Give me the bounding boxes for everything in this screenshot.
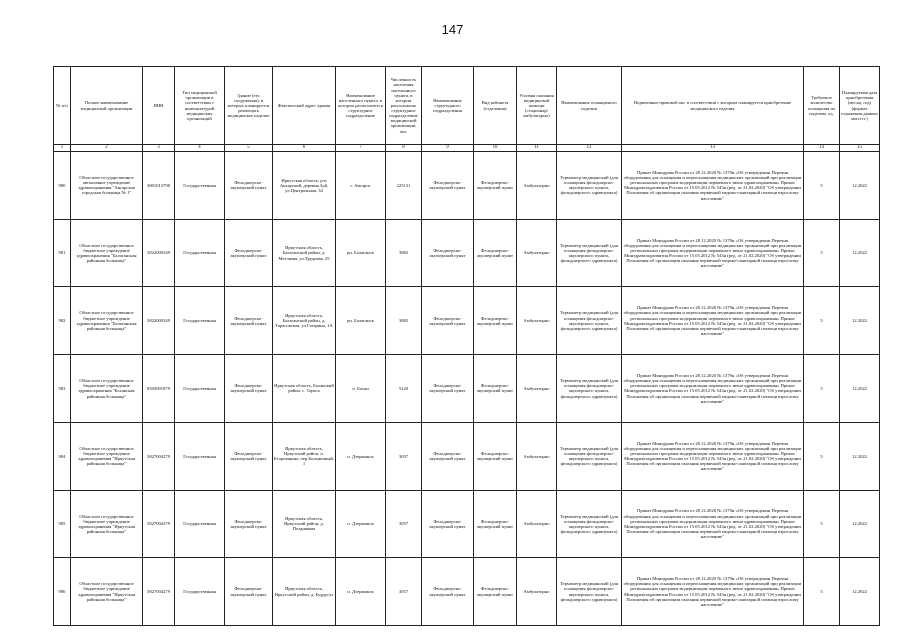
conditions-cell: Амбулаторно: [517, 219, 557, 287]
building-cell: Фельдшерско-акушерский пункт: [225, 152, 273, 220]
planned-date-cell: 12.2022: [840, 287, 880, 355]
column-number: 10: [474, 145, 517, 152]
population-cell: 3057: [386, 490, 422, 558]
subdivision-cell: Фельдшерско-акушерский пункт: [422, 152, 474, 220]
table-row: [54, 558, 880, 626]
planned-date-cell: 12.2022: [840, 219, 880, 287]
population-cell: 225131: [386, 152, 422, 220]
quantity-cell: 5: [804, 219, 840, 287]
quantity-cell: 5: [804, 287, 840, 355]
table-row: [54, 490, 880, 558]
inn-cell: 3827004279: [143, 490, 175, 558]
table-row: [54, 355, 880, 423]
population-cell: 3057: [386, 422, 422, 490]
row-number: 985: [54, 490, 71, 558]
planned-date-cell: 12.2022: [840, 558, 880, 626]
device-cell: Термометр медицинский (для оснащения фельдшерско-акушерского пункта, фельдшерского здравпункта): [557, 287, 622, 355]
planned-date-cell: 12.2022: [840, 152, 880, 220]
column-number: 8: [386, 145, 422, 152]
column-number: 12: [557, 145, 622, 152]
legal-basis-cell: Приказ Минздрава России от 28.12.2020 № 1379н «Об утверждении Перечня оборудования для оснащения и переоснащения медицинских организаций при реализации региональных программ модернизации первичного звена здравоохранения» Приказ Минздравсоцразвития России от 15.05.2012 № 543н (ред. от 21.02.2020) "Об утверждении Положения об организации оказания первичной медико-санитарной помощи взрослому населению": [622, 490, 804, 558]
planned-date-cell: 12.2022: [840, 490, 880, 558]
column-number: 14: [804, 145, 840, 152]
building-cell: Фельдшерско-акушерский пункт: [225, 355, 273, 423]
column-number: 3: [143, 145, 175, 152]
device-cell: Термометр медицинский (для оснащения фельдшерско-акушерского пункта, фельдшерского здравпункта): [557, 219, 622, 287]
legal-basis-cell: Приказ Минздрава России от 28.12.2020 № 1379н «Об утверждении Перечня оборудования для оснащения и переоснащения медицинских организаций при реализации региональных программ модернизации первичного звена здравоохранения» Приказ Минздравсоцразвития России от 15.05.2012 № 543н (ред. от 21.02.2020) "Об утверждении Положения об организации оказания первичной медико-санитарной помощи взрослому населению": [622, 558, 804, 626]
column-header: Требуемое количество оснащения по изделию, ед.: [804, 67, 840, 145]
org-type: Государственная: [175, 558, 225, 626]
org-type: Государственная: [175, 422, 225, 490]
address-cell: Иркутская область, Балаганский район, д. Метляева, ул.Трудовая, 25: [273, 219, 336, 287]
column-number: 2: [71, 145, 143, 152]
organization-name: Областное государственное бюджетное учреждение здравоохранения "Иркутская районная больница": [71, 422, 143, 490]
org-type: Государственная: [175, 219, 225, 287]
inn-cell: 3827004279: [143, 422, 175, 490]
inn-cell: 8503001879: [143, 355, 175, 423]
organization-name: Областное государственное бюджетное учреждение здравоохранения "Иркутская районная больница": [71, 490, 143, 558]
conditions-cell: Амбулаторно: [517, 490, 557, 558]
column-number: 7: [336, 145, 386, 152]
org-type: Государственная: [175, 152, 225, 220]
legal-basis-cell: Приказ Минздрава России от 28.12.2020 № 1379н «Об утверждении Перечня оборудования для оснащения и переоснащения медицинских организаций при реализации региональных программ модернизации первичного звена здравоохранения» Приказ Минздравсоцразвития России от 15.05.2012 № 543н (ред. от 21.02.2020) "Об утверждении Положения об организации оказания первичной медико-санитарной помощи взрослому населению": [622, 422, 804, 490]
column-header: Здание (его сооружения), в которых планируется размещать медицинское изделие: [225, 67, 273, 145]
equipment-register-table: [53, 66, 880, 626]
column-header: Тип медицинской организации в соответствии с номенклатурой медицинских организаций: [175, 67, 225, 145]
address-cell: Иркутская область, Балаганский район, д. Тарасовская, ул.Гагарина, 1А: [273, 287, 336, 355]
address-cell: Иркутская область, Иркутский район, д. Позднякова: [273, 490, 336, 558]
table-header: [54, 67, 880, 152]
device-cell: Термометр медицинский (для оснащения фельдшерско-акушерского пункта, фельдшерского здравпункта): [557, 490, 622, 558]
cabinet-cell: Фельдшерско-акушерский пункт: [474, 355, 517, 423]
row-number: 986: [54, 558, 71, 626]
row-number: 983: [54, 355, 71, 423]
cabinet-cell: Фельдшерско-акушерский пункт: [474, 287, 517, 355]
building-cell: Фельдшерско-акушерский пункт: [225, 558, 273, 626]
column-header: № п/п: [54, 67, 71, 145]
building-cell: Фельдшерско-акушерский пункт: [225, 422, 273, 490]
column-header: Вид кабинета (отделения): [474, 67, 517, 145]
planned-date-cell: 12.2022: [840, 422, 880, 490]
building-cell: Фельдшерско-акушерский пункт: [225, 219, 273, 287]
settlement-cell: рп. Балаганск: [336, 287, 386, 355]
address-cell: Иркутская область, Боханский район, с. Тараса: [273, 355, 336, 423]
column-header: Условия оказания медицинской помощи (стационар/амбулаторно): [517, 67, 557, 145]
table-body: [54, 152, 880, 626]
row-number: 980: [54, 152, 71, 220]
column-number: 4: [175, 145, 225, 152]
cabinet-cell: Фельдшерско-акушерский пункт: [474, 490, 517, 558]
legal-basis-cell: Приказ Минздрава России от 28.12.2020 № 1379н «Об утверждении Перечня оборудования для оснащения и переоснащения медицинских организаций при реализации региональных программ модернизации первичного звена здравоохранения» Приказ Минздравсоцразвития России от 15.05.2012 № 543н (ред. от 21.02.2020) "Об утверждении Положения об организации оказания первичной медико-санитарной помощи взрослому населению": [622, 287, 804, 355]
subdivision-cell: Фельдшерско-акушерский пункт: [422, 219, 474, 287]
row-number: 982: [54, 287, 71, 355]
column-number: 5: [225, 145, 273, 152]
address-cell: Иркутская область, Иркутский район, д. Бурдугуз: [273, 558, 336, 626]
device-cell: Термометр медицинский (для оснащения фельдшерско-акушерского пункта, фельдшерского здравпункта): [557, 355, 622, 423]
population-cell: 5220: [386, 355, 422, 423]
conditions-cell: Амбулаторно: [517, 287, 557, 355]
quantity-cell: 5: [804, 422, 840, 490]
column-header: ИНН: [143, 67, 175, 145]
subdivision-cell: Фельдшерско-акушерский пункт: [422, 558, 474, 626]
organization-name: Областное государственное бюджетное учреждение здравоохранения "Балаганская районная больница": [71, 219, 143, 287]
quantity-cell: 5: [804, 152, 840, 220]
quantity-cell: 5: [804, 490, 840, 558]
column-number: 13: [622, 145, 804, 152]
building-cell: Фельдшерско-акушерский пункт: [225, 287, 273, 355]
org-type: Государственная: [175, 287, 225, 355]
cabinet-cell: Фельдшерско-акушерский пункт: [474, 152, 517, 220]
table-row: [54, 422, 880, 490]
organization-name: Областное государственное бюджетное учреждение здравоохранения "Иркутская районная больница": [71, 558, 143, 626]
column-header: Наименование оснащаемого изделия: [557, 67, 622, 145]
quantity-cell: 5: [804, 355, 840, 423]
org-type: Государственная: [175, 355, 225, 423]
column-number: 15: [840, 145, 880, 152]
conditions-cell: Амбулаторно: [517, 355, 557, 423]
inn-cell: 3801013790: [143, 152, 175, 220]
building-cell: Фельдшерско-акушерский пункт: [225, 490, 273, 558]
column-header: Полное наименование медицинской организации: [71, 67, 143, 145]
population-cell: 3882: [386, 219, 422, 287]
quantity-cell: 5: [804, 558, 840, 626]
population-cell: 3057: [386, 558, 422, 626]
conditions-cell: Амбулаторно: [517, 558, 557, 626]
column-header: Численность населения населенного пункта, в котором расположено структурное подразделение медицинской организации, чел.: [386, 67, 422, 145]
page-number: 147: [441, 22, 464, 37]
row-number: 984: [54, 422, 71, 490]
inn-cell: 3827004279: [143, 558, 175, 626]
organization-name: Областное государственное бюджетное учреждение здравоохранения "Боханская районная больница": [71, 355, 143, 423]
cabinet-cell: Фельдшерско-акушерский пункт: [474, 558, 517, 626]
row-number: 981: [54, 219, 71, 287]
inn-cell: 3822000349: [143, 219, 175, 287]
column-number: 9: [422, 145, 474, 152]
column-header: Наименование населенного пункта, в котором располагается структурное подразделение: [336, 67, 386, 145]
cabinet-cell: Фельдшерско-акушерский пункт: [474, 219, 517, 287]
legal-basis-cell: Приказ Минздрава России от 28.12.2020 № 1379н «Об утверждении Перечня оборудования для оснащения и переоснащения медицинских организаций при реализации региональных программ модернизации первичного звена здравоохранения» Приказ Минздравсоцразвития России от 15.05.2012 № 543н (ред. от 21.02.2020) "Об утверждении Положения об организации оказания первичной медико-санитарной помощи взрослому населению": [622, 219, 804, 287]
cabinet-cell: Фельдшерско-акушерский пункт: [474, 422, 517, 490]
address-cell: Иркутская область, Иркутский район, п. Егоровщина, пер.Больничный, 1: [273, 422, 336, 490]
column-number: 1: [54, 145, 71, 152]
column-number: 11: [517, 145, 557, 152]
population-cell: 3882: [386, 287, 422, 355]
column-header: Наименование структурного подразделения: [422, 67, 474, 145]
device-cell: Термометр медицинский (для оснащения фельдшерско-акушерского пункта, фельдшерского здравпункта): [557, 152, 622, 220]
device-cell: Термометр медицинский (для оснащения фельдшерско-акушерского пункта, фельдшерского здравпункта): [557, 558, 622, 626]
conditions-cell: Амбулаторно: [517, 422, 557, 490]
settlement-cell: п. Дзержинск: [336, 422, 386, 490]
settlement-cell: рп. Балаганск: [336, 219, 386, 287]
inn-cell: 3822000349: [143, 287, 175, 355]
subdivision-cell: Фельдшерско-акушерский пункт: [422, 490, 474, 558]
conditions-cell: Амбулаторно: [517, 152, 557, 220]
column-number: 6: [273, 145, 336, 152]
organization-name: Областное государственное автономное учреждение здравоохранения "Ангарская городская больница № 1": [71, 152, 143, 220]
subdivision-cell: Фельдшерско-акушерский пункт: [422, 355, 474, 423]
table-row: [54, 219, 880, 287]
device-cell: Термометр медицинский (для оснащения фельдшерско-акушерского пункта, фельдшерского здравпункта): [557, 422, 622, 490]
column-header: Планируемая дата приобретения (месяц, год) (формат отражения данных мм.гггг.): [840, 67, 880, 145]
address-cell: Иркутская область, р-н Ангарский, деревня Зуй, ул.Центральная, 34: [273, 152, 336, 220]
legal-basis-cell: Приказ Минздрава России от 28.12.2020 № 1379н «Об утверждении Перечня оборудования для оснащения и переоснащения медицинских организаций при реализации региональных программ модернизации первичного звена здравоохранения» Приказ Минздравсоцразвития России от 15.05.2012 № 543н (ред. от 21.02.2020) "Об утверждении Положения об организации оказания первичной медико-санитарной помощи взрослому населению": [622, 355, 804, 423]
planned-date-cell: 12.2022: [840, 355, 880, 423]
settlement-cell: п. Дзержинск: [336, 558, 386, 626]
table-row: [54, 287, 880, 355]
settlement-cell: п. Бохан: [336, 355, 386, 423]
organization-name: Областное государственное бюджетное учреждение здравоохранения "Балаганская районная больница": [71, 287, 143, 355]
settlement-cell: п. Дзержинск: [336, 490, 386, 558]
settlement-cell: г. Ангарск: [336, 152, 386, 220]
subdivision-cell: Фельдшерско-акушерский пункт: [422, 287, 474, 355]
column-header: Фактический адрес здания: [273, 67, 336, 145]
legal-basis-cell: Приказ Минздрава России от 28.12.2020 № 1379н «Об утверждении Перечня оборудования для оснащения и переоснащения медицинских организаций при реализации региональных программ модернизации первичного звена здравоохранения» Приказ Минздравсоцразвития России от 15.05.2012 № 543н (ред. от 21.02.2020) "Об утверждении Положения об организации оказания первичной медико-санитарной помощи взрослому населению": [622, 152, 804, 220]
org-type: Государственная: [175, 490, 225, 558]
column-header: Нормативно-правовой акт, в соответствии с которым планируется приобретение медицинского изделия: [622, 67, 804, 145]
subdivision-cell: Фельдшерско-акушерский пункт: [422, 422, 474, 490]
table-row: [54, 152, 880, 220]
